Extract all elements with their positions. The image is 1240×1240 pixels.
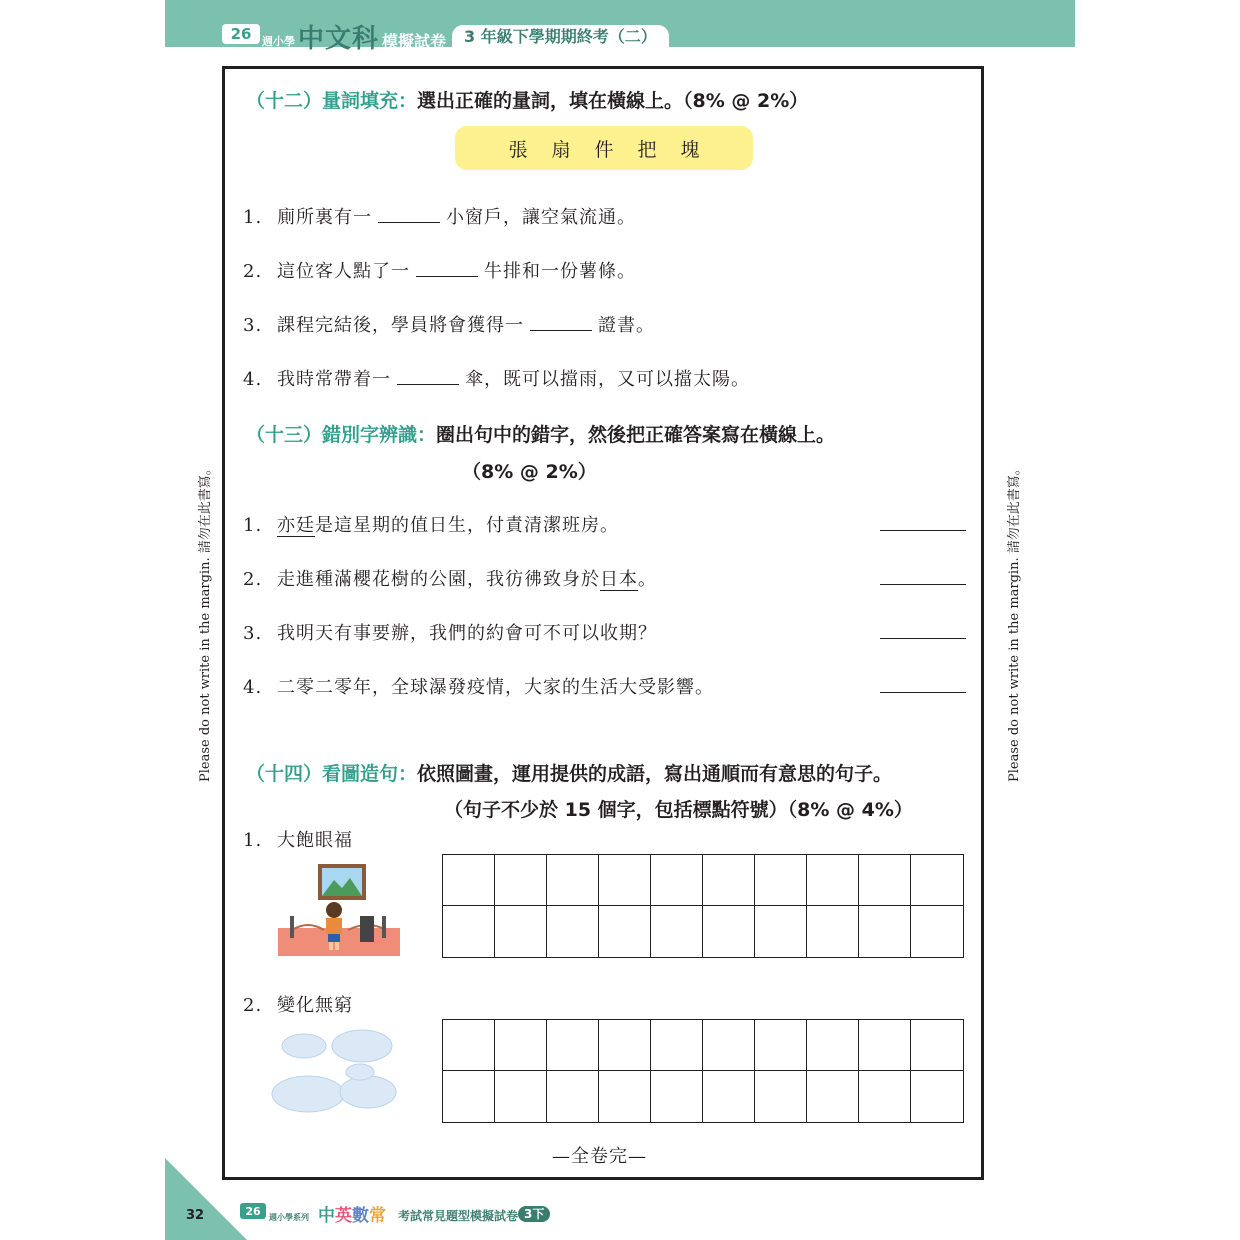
word-bank-item: 把 xyxy=(637,138,657,161)
footer-subject: 英 xyxy=(335,1206,352,1226)
proper-noun: 亦廷 xyxy=(277,515,315,536)
footer-title: 考試常見題型模擬試卷 xyxy=(398,1209,519,1223)
question-number: 2. xyxy=(243,569,263,590)
idiom: 大飽眼福 xyxy=(277,830,353,851)
question-text: 我時常帶着一 xyxy=(277,369,391,390)
section-14-instruction: 依照圖畫，運用提供的成語，寫出通順而有意思的句子。 xyxy=(417,763,893,785)
section-12-heading xyxy=(246,86,808,113)
error-question xyxy=(243,619,657,645)
paper-label: 模擬試卷 xyxy=(382,32,447,51)
gallery-picture xyxy=(278,860,400,956)
answer-grid[interactable] xyxy=(442,1019,964,1123)
question-text: 走進種滿櫻花樹的公園，我彷彿致身於 xyxy=(277,569,600,590)
idiom-item xyxy=(243,826,353,852)
question-text: 這位客人點了一 xyxy=(277,261,410,282)
answer-line[interactable] xyxy=(880,530,966,531)
brand-logo: 26 xyxy=(222,24,260,44)
answer-blank[interactable] xyxy=(416,260,478,277)
footer-subject: 中 xyxy=(318,1206,335,1226)
question-number: 4. xyxy=(243,369,263,390)
word-bank-item: 扇 xyxy=(551,138,571,161)
section-14-number: （十四）看圖造句： xyxy=(246,763,418,785)
page-number: 32 xyxy=(186,1208,205,1223)
footer-subjects xyxy=(318,1201,386,1226)
question-text: 證書。 xyxy=(598,315,655,336)
footer-grade-badge: 3下 xyxy=(518,1206,550,1222)
answer-blank[interactable] xyxy=(397,368,459,385)
section-12-number: （十二）量詞填充： xyxy=(246,90,418,112)
word-bank-item: 張 xyxy=(508,138,528,161)
question-text: 牛排和一份薯條。 xyxy=(484,261,636,282)
section-12-instruction: 選出正確的量詞，填在橫線上。（8% @ 2%） xyxy=(417,90,809,112)
word-bank-item: 塊 xyxy=(680,138,700,161)
clouds-picture xyxy=(268,1024,404,1118)
fill-question xyxy=(243,365,750,391)
idiom: 變化無窮 xyxy=(277,995,353,1016)
section-13-marks: （8% @ 2%） xyxy=(462,461,597,483)
question-text: 傘，既可以擋雨，又可以擋太陽。 xyxy=(465,369,750,390)
question-text: 二零二零年，全球瀑發疫情，大家的生活大受影響。 xyxy=(277,677,714,698)
question-text: 小窗戶，讓空氣流通。 xyxy=(446,207,636,228)
word-bank xyxy=(455,126,753,170)
error-question xyxy=(243,511,619,537)
proper-noun: 日本 xyxy=(600,569,638,590)
answer-grid[interactable] xyxy=(442,854,964,958)
margin-note-right: Please do not write in the margin. 請勿在此書寫。 xyxy=(1007,462,1022,782)
section-14-marks: （句子不少於 15 個字，包括標點符號）（8% @ 4%） xyxy=(444,799,913,821)
answer-line[interactable] xyxy=(880,638,966,639)
error-question xyxy=(243,565,657,591)
fill-question xyxy=(243,203,636,229)
margin-note-left: Please do not write in the margin. 請勿在此書寫。 xyxy=(198,462,213,782)
question-text: 課程完結後，學員將會獲得一 xyxy=(277,315,524,336)
footer-subject: 常 xyxy=(369,1206,386,1226)
section-14-heading xyxy=(246,759,892,786)
question-number: 2. xyxy=(243,995,263,1016)
answer-blank[interactable] xyxy=(378,206,440,223)
question-text: 廁所裏有一 xyxy=(277,207,372,228)
fill-question xyxy=(243,257,636,283)
series-label: 週小學 xyxy=(262,35,295,48)
section-13-instruction: 圈出句中的錯字，然後把正確答案寫在橫線上。 xyxy=(436,424,836,446)
idiom-item xyxy=(243,991,353,1017)
answer-blank[interactable] xyxy=(530,314,592,331)
subject-title: 中文科 xyxy=(298,24,380,54)
answer-line[interactable] xyxy=(880,584,966,585)
question-text: 。 xyxy=(638,569,657,590)
question-number: 1. xyxy=(243,207,263,228)
footer-logo: 26 xyxy=(240,1203,266,1219)
end-of-paper: —全卷完— xyxy=(552,1146,647,1167)
word-bank-item: 件 xyxy=(594,138,614,161)
fill-question xyxy=(243,311,655,337)
question-number: 4. xyxy=(243,677,263,698)
question-text: 我明天有事要辦，我們的約會可不可以收期？ xyxy=(277,623,657,644)
question-number: 3. xyxy=(243,315,263,336)
question-number: 1. xyxy=(243,830,263,851)
question-number: 1. xyxy=(243,515,263,536)
page-corner xyxy=(165,1158,247,1240)
section-13-heading xyxy=(246,420,835,447)
question-number: 2. xyxy=(243,261,263,282)
answer-line[interactable] xyxy=(880,692,966,693)
question-number: 3. xyxy=(243,623,263,644)
exam-title: 3 年級下學期期終考（二） xyxy=(452,25,669,47)
section-13-number: （十三）錯別字辨識： xyxy=(246,424,437,446)
question-text: 是這星期的值日生，付責清潔班房。 xyxy=(315,515,619,536)
error-question xyxy=(243,673,714,699)
footer-series: 週小學系列 xyxy=(269,1213,309,1222)
footer-subject: 數 xyxy=(352,1206,369,1226)
